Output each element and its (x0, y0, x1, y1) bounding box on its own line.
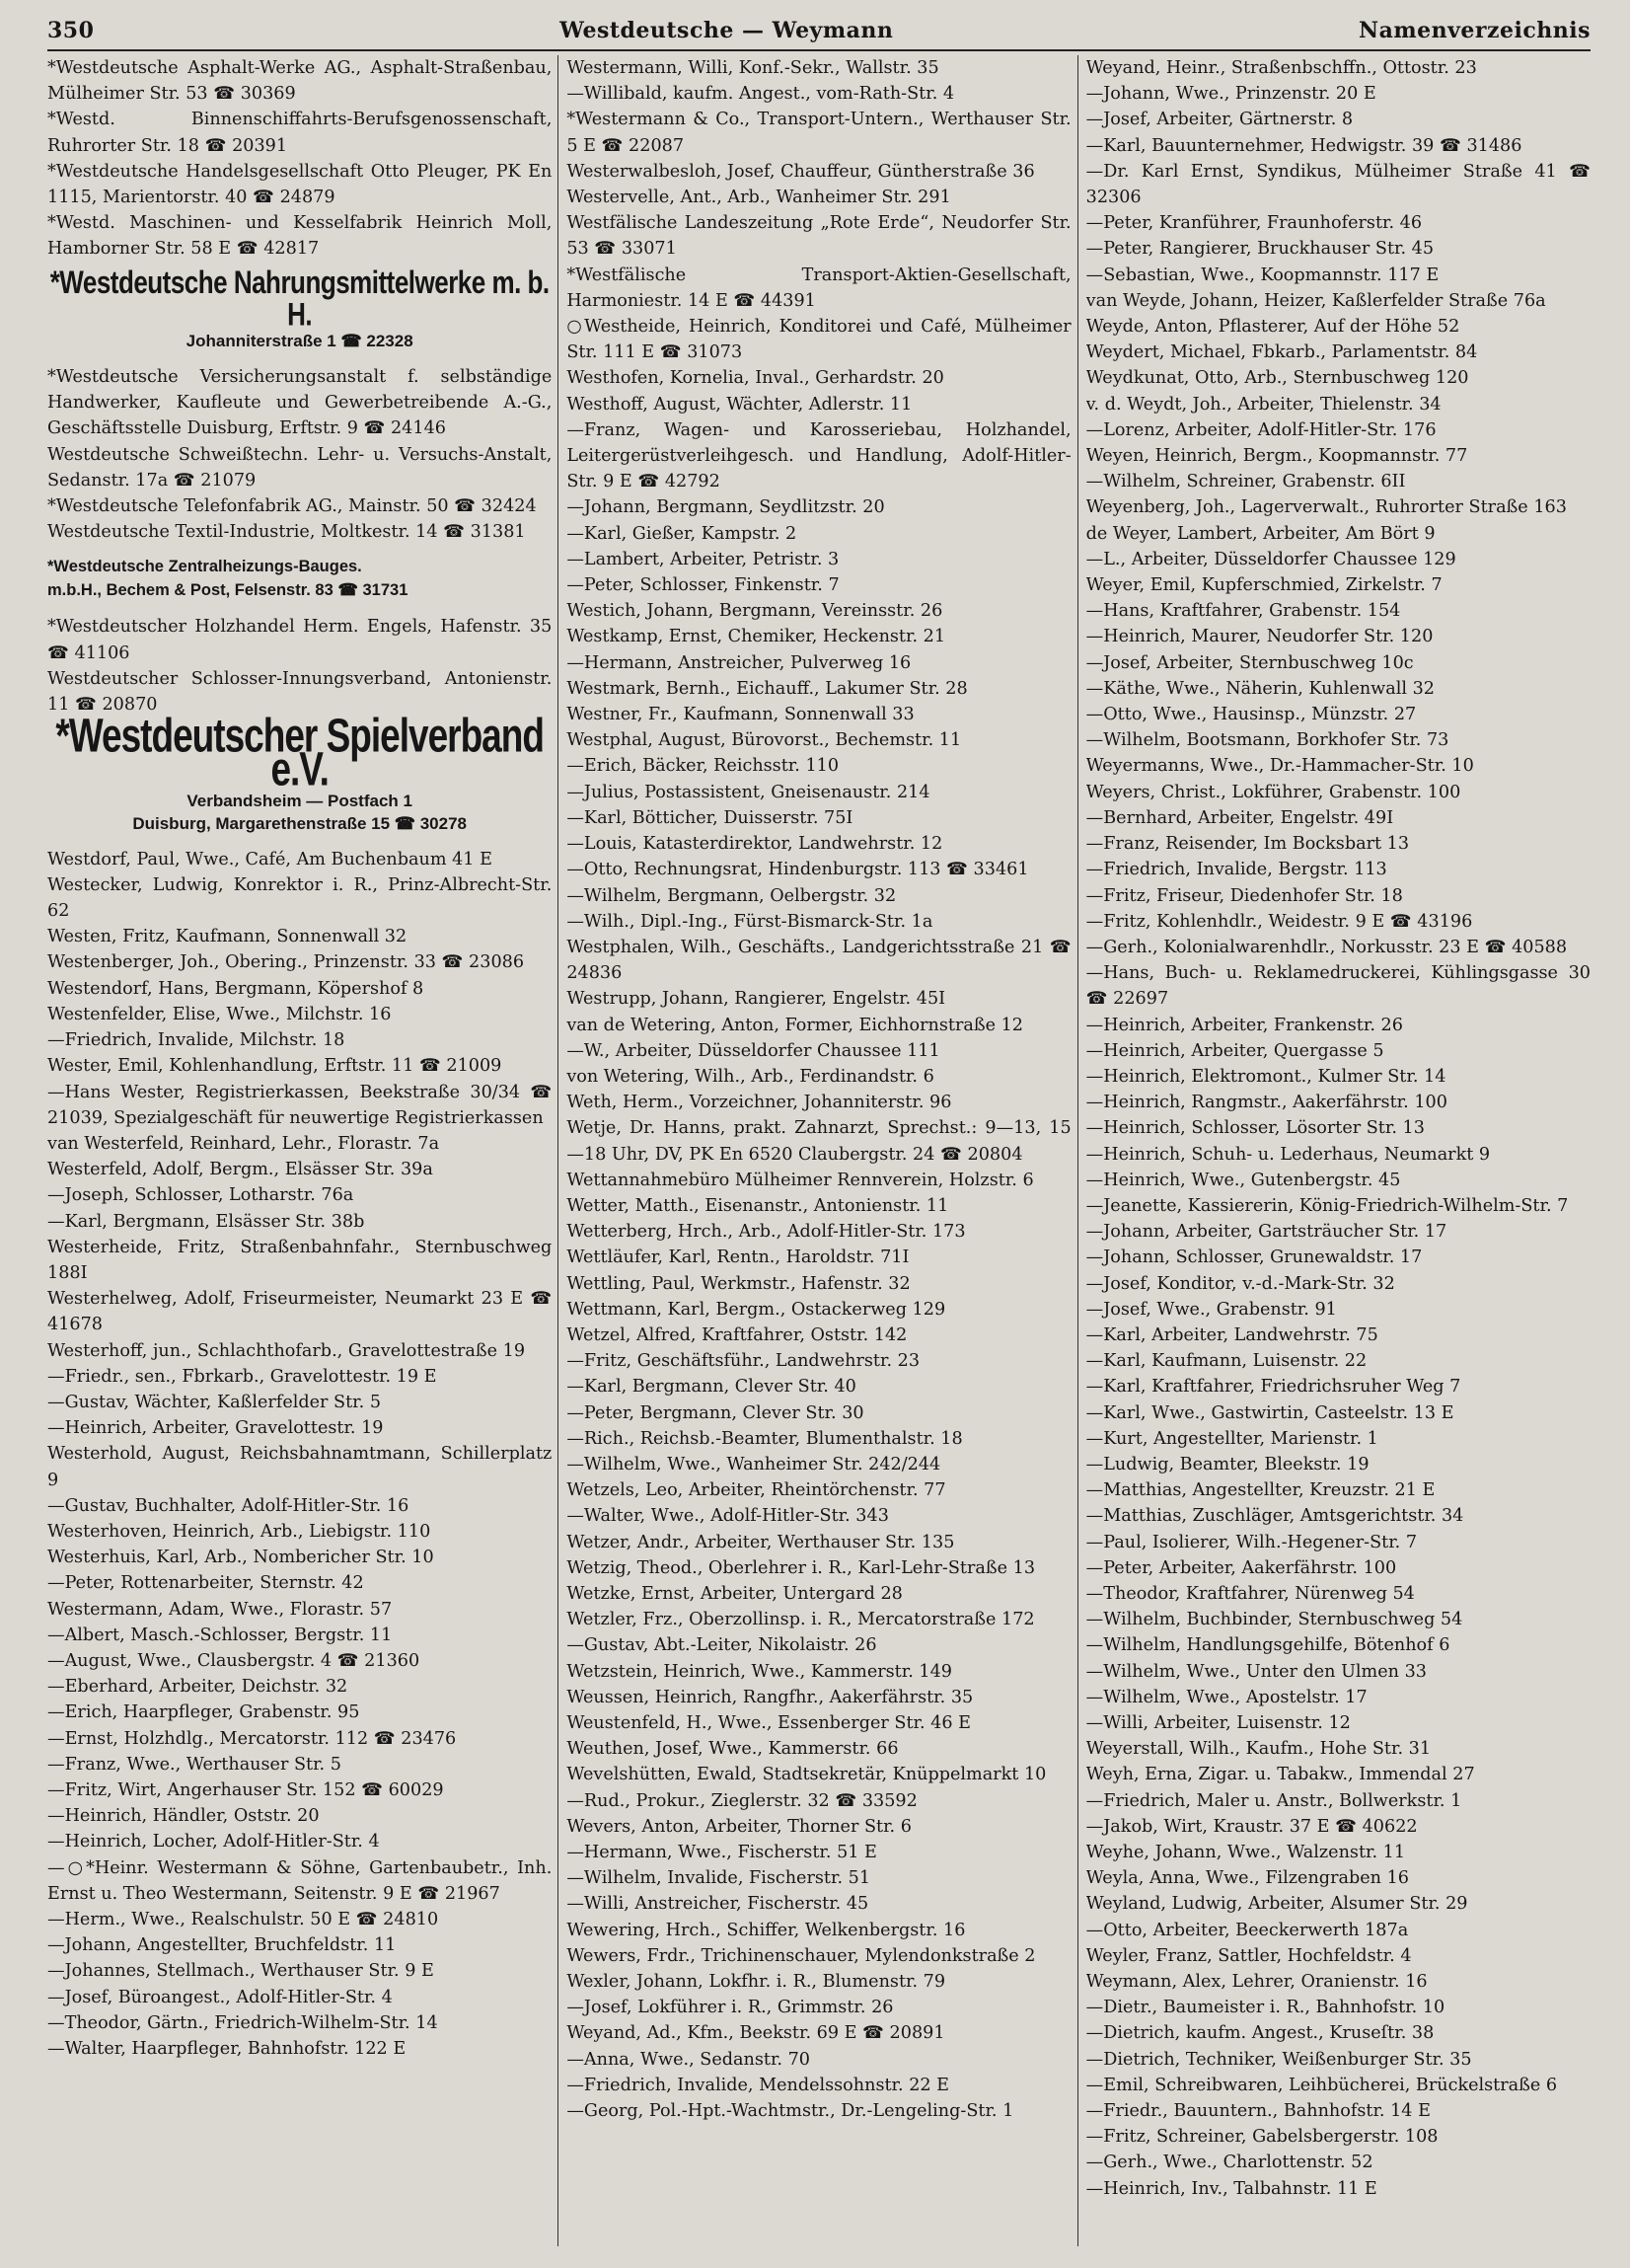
directory-entry: —Heinrich, Elektromont., Kulmer Str. 14 (1085, 1066, 1446, 1087)
directory-entry: —Wilhelm, Invalide, Fischerstr. 51 (566, 1868, 871, 1889)
directory-entry: —Hermann, Anstreicher, Pulverweg 16 (566, 652, 912, 673)
directory-entry: —Peter, Bergmann, Clever Str. 30 (566, 1402, 864, 1423)
directory-entry: Westdeutsche Textil-Industrie, Moltkestr. 14 ☎ 31381 (47, 522, 526, 543)
directory-entry: —Josef, Büroangest., Adolf-Hitler-Str. 4 (47, 1987, 393, 2007)
directory-entry: —Friedrich, Invalide, Milchstr. 18 (47, 1030, 345, 1051)
column-3 (1086, 55, 1591, 2246)
directory-entry: *Westd. Maschinen- und Kesselfabrik Heinrich Moll, Hamborner Str. 58 E ☎ 42817 (47, 213, 553, 260)
directory-entry: —Wilh., Dipl.-Ing., Fürst-Bismarck-Str. 1a (566, 911, 933, 932)
directory-entry: Wester, Emil, Kohlenhandlung, Erftstr. 11 ☎ 21009 (47, 1056, 502, 1077)
directory-entry: —Dietrich, Techniker, Weißenburger Str. 35 (1085, 2049, 1472, 2070)
directory-entry: Wettling, Paul, Werkmstr., Hafenstr. 32 (566, 1273, 911, 1294)
directory-entry: Westich, Johann, Bergmann, Vereinsstr. 26 (566, 601, 943, 622)
directory-entry: Westermann, Willi, Konf.-Sekr., Wallstr. 35 (566, 58, 939, 78)
directory-entry: —Matthias, Zuschläger, Amtsgerichtstr. 34 (1085, 1506, 1464, 1527)
ad-line: m.b.H., Bechem & Post, Felsenstr. 83 ☎ 31731 (47, 581, 408, 600)
directory-entry: —Walter, Haarpfleger, Bahnhofstr. 122 E (47, 2039, 407, 2060)
directory-entry: —Karl, Gießer, Kampstr. 2 (566, 523, 797, 544)
directory-entry: Westen, Fritz, Kaufmann, Sonnenwall 32 (47, 927, 408, 947)
directory-entry: —Peter, Rottenarbeiter, Sternstr. 42 (47, 1573, 364, 1594)
directory-entry: —Franz, Reisender, Im Bocksbart 13 (1085, 834, 1410, 855)
directory-entry: Weymann, Alex, Lehrer, Oranienstr. 16 (1085, 1972, 1428, 1993)
directory-entry: —Paul, Isolierer, Wilh.-Hegener-Str. 7 (1085, 1532, 1418, 1552)
directory-entry: —Johann, Angestellter, Bruchfeldstr. 11 (47, 1935, 397, 1956)
columns (47, 55, 1591, 2246)
directory-entry: Westner, Fr., Kaufmann, Sonnenwall 33 (566, 705, 915, 725)
directory-entry: —Hermann, Wwe., Fischerstr. 51 E (566, 1843, 877, 1863)
directory-entry: —Wilhelm, Bergmann, Oelbergstr. 32 (566, 885, 897, 906)
directory-entry: Westendorf, Hans, Bergmann, Köpershof 8 (47, 978, 424, 999)
directory-entry: Wetzler, Frz., Oberzollinsp. i. R., Mercatorstraße 172 (566, 1610, 1035, 1630)
directory-entry: —Wilhelm, Wwe., Unter den Ulmen 33 (1085, 1661, 1427, 1682)
ad-line: Duisburg, Margarethenstraße 15 ☎ 30278 (132, 813, 467, 833)
directory-entry: —Theodor, Kraftfahrer, Nürenweg 54 (1085, 1583, 1415, 1604)
directory-entry: Westerhuis, Karl, Arb., Nombericher Str. 10 (47, 1548, 434, 1568)
advertisement-a3 (47, 710, 552, 834)
directory-entry: —Heinrich, Arbeiter, Frankenstr. 26 (1085, 1015, 1403, 1035)
directory-entry: —Fritz, Friseur, Diedenhofer Str. 18 (1085, 885, 1403, 906)
directory-entry: *Westdeutsche Versicherungsanstalt f. selbständige Handwerker, Kaufleute und Gewerbetreibende A.-G., Geschäftsstelle Duisburg, Erftstr. 9 ☎ 24146 (47, 367, 553, 439)
directory-entry: Wetzel, Alfred, Kraftfahrer, Oststr. 142 (566, 1324, 908, 1345)
directory-entry: —Dietr., Baumeister i. R., Bahnhofstr. 10 (1085, 1998, 1445, 2018)
directory-entry: —L., Arbeiter, Düsseldorfer Chaussee 129 (1085, 549, 1456, 569)
directory-entry: —Emil, Schreibwaren, Leihbücherei, Brückelstraße 6 (1085, 2075, 1558, 2095)
directory-entry: Westerhoven, Heinrich, Arb., Liebigstr. 110 (47, 1521, 431, 1542)
advertisement-a2 (47, 555, 552, 602)
directory-entry: Weyers, Christ., Lokführer, Grabenstr. 100 (1085, 782, 1461, 802)
directory-entry: —Bernhard, Arbeiter, Engelstr. 49I (1085, 807, 1394, 828)
directory-entry: de Weyer, Lambert, Arbeiter, Am Bört 9 (1085, 523, 1436, 544)
directory-entry: —Joseph, Schlosser, Lotharstr. 76a (47, 1185, 354, 1206)
directory-entry: —Gustav, Abt.-Leiter, Nikolaistr. 26 (566, 1635, 877, 1656)
directory-entry: —Johann, Schlosser, Grunewaldstr. 17 (1085, 1247, 1423, 1268)
directory-entry: Westerfeld, Adolf, Bergm., Elsässer Str. 39a (47, 1160, 433, 1180)
directory-entry: —Erich, Haarpfleger, Grabenstr. 95 (47, 1702, 360, 1723)
directory-entry: Westrupp, Johann, Rangierer, Engelstr. 45I (566, 989, 946, 1010)
directory-entry: —Heinrich, Schuh- u. Lederhaus, Neumarkt 9 (1085, 1144, 1491, 1165)
directory-entry: —Wilhelm, Handlungsgehilfe, Bötenhof 6 (1085, 1635, 1450, 1656)
directory-entry: Wetje, Dr. Hanns, prakt. Zahnarzt, Sprechst.: 9—13, 15—18 Uhr, DV, PK En 6520 Claubergstr. 24 ☎ 20804 (566, 1118, 1072, 1165)
directory-entry: —Heinrich, Arbeiter, Gravelottestr. 19 (47, 1418, 384, 1439)
directory-entry: —Lambert, Arbeiter, Petristr. 3 (566, 549, 840, 569)
directory-entry: —Josef, Arbeiter, Gärtnerstr. 8 (1085, 110, 1354, 130)
directory-entry: Wevers, Anton, Arbeiter, Thorner Str. 6 (566, 1816, 912, 1837)
directory-entry: *Westdeutsche Telefonfabrik AG., Mainstr. 50 ☎ 32424 (47, 496, 537, 517)
directory-entry: —Matthias, Angestellter, Kreuzstr. 21 E (1085, 1480, 1436, 1501)
directory-entry: —Albert, Masch.-Schlosser, Bergstr. 11 (47, 1625, 393, 1645)
directory-entry: —Ludwig, Beamter, Bleekstr. 19 (1085, 1454, 1370, 1474)
page-header (47, 14, 1591, 43)
directory-entry: Westerhold, August, Reichsbahnamtmann, Schillerplatz 9 (47, 1444, 553, 1490)
directory-entry: —Friedrich, Maler u. Anstr., Bollwerkstr. 1 (1085, 1790, 1462, 1811)
directory-entry: —Karl, Wwe., Gastwirtin, Casteelstr. 13 E (1085, 1402, 1454, 1423)
directory-entry: v. d. Weydt, Joh., Arbeiter, Thielenstr. 34 (1085, 394, 1442, 415)
directory-entry: Weyde, Anton, Pflasterer, Auf der Höhe 52 (1085, 317, 1460, 338)
directory-entry: —Dietrich, kaufm. Angest., Kruseſtr. 38 (1085, 2023, 1435, 2044)
directory-entry: —Johannes, Stellmach., Werthauser Str. 9 E (47, 1961, 434, 1982)
directory-entry: —Fritz, Wirt, Angerhauser Str. 152 ☎ 60029 (47, 1779, 444, 1800)
directory-entry: —Johann, Bergmann, Seydlitzstr. 20 (566, 497, 885, 518)
directory-entry: —Rich., Reichsb.-Beamter, Blumenthalstr. 18 (566, 1428, 963, 1449)
directory-entry: Wexler, Johann, Lokfhr. i. R., Blumenstr. 79 (566, 1972, 946, 1993)
directory-entry: —Karl, Kaufmann, Luisenstr. 22 (1085, 1351, 1368, 1372)
directory-entry: Wetzig, Theod., Oberlehrer i. R., Karl-Lehr-Straße 13 (566, 1557, 1036, 1578)
directory-entry: —Willibald, kaufm. Angest., vom-Rath-Str. 4 (566, 84, 955, 105)
directory-entry: Westenfelder, Elise, Wwe., Milchstr. 16 (47, 1004, 392, 1024)
directory-entry: Westerwalbesloh, Josef, Chauffeur, Güntherstraße 36 (566, 161, 1035, 182)
directory-entry: —Friedr., Bauuntern., Bahnhofstr. 14 E (1085, 2101, 1431, 2122)
directory-entry: Westphal, August, Bürovorst., Bechemstr. 11 (566, 730, 962, 751)
directory-entry: —Rud., Prokur., Zieglerstr. 32 ☎ 33592 (566, 1790, 918, 1811)
directory-entry: —Johann, Arbeiter, Gartsträucher Str. 17 (1085, 1222, 1447, 1243)
directory-entry: —Wilhelm, Schreiner, Grabenstr. 6II (1085, 472, 1406, 492)
directory-entry: —Karl, Kraftfahrer, Friedrichsruher Weg 7 (1085, 1377, 1461, 1398)
directory-entry: Wetzstein, Heinrich, Wwe., Kammerstr. 149 (566, 1661, 952, 1682)
directory-entry: Westhofen, Kornelia, Inval., Gerhardstr. 20 (566, 368, 944, 389)
directory-entry: Weuthen, Josef, Wwe., Kammerstr. 66 (566, 1739, 899, 1760)
column-2 (566, 55, 1077, 2246)
directory-entry: *Westermann & Co., Transport-Untern., Werthauser Str. 5 E ☎ 22087 (566, 110, 1072, 156)
directory-entry: —Otto, Wwe., Hausinsp., Münzstr. 27 (1085, 705, 1417, 725)
directory-entry: —Heinrich, Rangmstr., Aakerfährstr. 100 (1085, 1093, 1447, 1113)
directory-entry: —Peter, Arbeiter, Aakerfährstr. 100 (1085, 1557, 1397, 1578)
directory-entry: —Gerh., Wwe., Charlottenstr. 52 (1085, 2153, 1373, 2173)
directory-entry: —Heinrich, Wwe., Gutenbergstr. 45 (1085, 1170, 1401, 1190)
directory-entry: Weydkunat, Otto, Arb., Sternbuschweg 120 (1085, 368, 1469, 389)
directory-entry: —Käthe, Wwe., Näherin, Kuhlenwall 32 (1085, 678, 1435, 699)
directory-entry: —August, Wwe., Clausbergstr. 4 ☎ 21360 (47, 1650, 420, 1671)
directory-entry: —Hans, Kraftfahrer, Grabenstr. 154 (1085, 601, 1401, 622)
directory-entry: —Franz, Wwe., Werthauser Str. 5 (47, 1754, 341, 1775)
directory-entry: —Dr. Karl Ernst, Syndikus, Mülheimer Straße 41 ☎ 32306 (1085, 161, 1591, 208)
directory-entry: —Peter, Schlosser, Finkenstr. 7 (566, 575, 840, 596)
directory-entry: Wetzels, Leo, Arbeiter, Rheintörchenstr. 77 (566, 1480, 946, 1501)
directory-entry: Westenberger, Joh., Obering., Prinzenstr. 33 ☎ 23086 (47, 952, 525, 973)
directory-entry: —Lorenz, Arbeiter, Adolf-Hitler-Str. 176 (1085, 419, 1437, 440)
directory-entry: van de Wetering, Anton, Former, Eichhornstraße 12 (566, 1015, 1023, 1035)
directory-entry: Wettmann, Karl, Bergm., Ostackerweg 129 (566, 1299, 946, 1320)
directory-entry: Westerhelweg, Adolf, Friseurmeister, Neumarkt 23 E ☎ 41678 (47, 1289, 553, 1335)
directory-entry: Wevelshütten, Ewald, Stadtsekretär, Knüppelmarkt 10 (566, 1765, 1047, 1785)
directory-entry: Westfälische Landeszeitung „Rote Erde“, Neudorfer Str. 53 ☎ 33071 (566, 213, 1072, 260)
directory-entry: —Sebastian, Wwe., Koopmannstr. 117 E (1085, 265, 1440, 285)
directory-entry: —Hans Wester, Registrierkassen, Beekstraße 30/34 ☎ 21039, Spezialgeschäft für neuwertige Registrierkassen (47, 1082, 553, 1128)
directory-entry: Weyand, Ad., Kfm., Beekstr. 69 E ☎ 20891 (566, 2023, 945, 2044)
directory-entry: Westdeutscher Schlosser-Innungsverband, Antonienstr. 11 ☎ 20870 (47, 668, 553, 716)
directory-entry: —Franz, Wagen- und Karosseriebau, Holzhandel, Leitergerüstverleihgesch. und Handlung, Adolf-Hitler-Str. 9 E ☎ 42792 (566, 419, 1072, 492)
directory-entry: —W., Arbeiter, Düsseldorfer Chaussee 111 (566, 1040, 940, 1061)
directory-entry: —Karl, Bötticher, Duisserstr. 75I (566, 807, 853, 828)
directory-entry: —Anna, Wwe., Sedanstr. 70 (566, 2049, 810, 2070)
directory-entry: —Fritz, Kohlenhdlr., Weidestr. 9 E ☎ 43196 (1085, 911, 1473, 932)
directory-entry: —Josef, Lokführer i. R., Grimmstr. 26 (566, 1998, 894, 2018)
directory-entry: Weyand, Heinr., Straßenbschffn., Ottostr. 23 (1085, 58, 1477, 78)
directory-entry: —Walter, Wwe., Adolf-Hitler-Str. 343 (566, 1506, 889, 1527)
directory-entry: Weth, Herm., Vorzeichner, Johanniterstr. 96 (566, 1093, 952, 1113)
advertisement-a1 (47, 263, 552, 352)
directory-entry: Weyhe, Johann, Wwe., Walzenstr. 11 (1085, 1843, 1406, 1863)
directory-entry: Westerheide, Fritz, Straßenbahnfahr., Sternbuschweg 188I (47, 1237, 553, 1283)
directory-entry: Weyla, Anna, Wwe., Filzengraben 16 (1085, 1868, 1409, 1889)
directory-entry: —Jeanette, Kassiererin, König-Friedrich-Wilhelm-Str. 7 (1085, 1195, 1569, 1216)
directory-entry: —Gustav, Wächter, Kaßlerfelder Str. 5 (47, 1392, 382, 1412)
directory-entry: Wettläufer, Karl, Rentn., Haroldstr. 71I (566, 1247, 910, 1268)
directory-entry: Wetzke, Ernst, Arbeiter, Untergard 28 (566, 1583, 903, 1604)
directory-entry: —Gustav, Buchhalter, Adolf-Hitler-Str. 16 (47, 1495, 409, 1516)
directory-entry: Weyenberg, Joh., Lagerverwalt., Ruhrorter Straße 163 (1085, 497, 1567, 518)
directory-entry: —Josef, Konditor, v.-d.-Mark-Str. 32 (1085, 1273, 1395, 1294)
directory-entry: —Johann, Wwe., Prinzenstr. 20 E (1085, 84, 1376, 105)
directory-entry: —Willi, Arbeiter, Luisenstr. 12 (1085, 1713, 1351, 1733)
directory-entry: —Georg, Pol.-Hpt.-Wachtmstr., Dr.-Lengeling-Str. 1 (566, 2101, 1014, 2122)
directory-entry: —Louis, Katasterdirektor, Landwehrstr. 12 (566, 834, 943, 855)
header-rule (47, 49, 1591, 51)
directory-entry: Westhoff, August, Wächter, Adlerstr. 11 (566, 394, 913, 415)
directory-entry: —Karl, Bergmann, Clever Str. 40 (566, 1377, 856, 1398)
directory-entry: Wetterberg, Hrch., Arb., Adolf-Hitler-Str. 173 (566, 1222, 966, 1243)
directory-entry: —Eberhard, Arbeiter, Deichstr. 32 (47, 1677, 348, 1698)
section-title: Namenverzeichnis (1359, 18, 1591, 43)
directory-entry: —Friedrich, Invalide, Mendelssohnstr. 22 E (566, 2075, 950, 2095)
directory-entry: von Wetering, Wilh., Arb., Ferdinandstr. 6 (566, 1066, 934, 1087)
directory-entry: van Westerfeld, Reinhard, Lehr., Florastr. 7a (47, 1133, 440, 1154)
directory-entry: —Josef, Wwe., Grabenstr. 91 (1085, 1299, 1337, 1320)
ad-line: *Westdeutsche Zentralheizungs-Bauges. (47, 558, 362, 576)
directory-entry: —Peter, Kranführer, Fraunhoferstr. 46 (1085, 213, 1423, 234)
directory-entry: Westkamp, Ernst, Chemiker, Heckenstr. 21 (566, 627, 946, 647)
directory-entry: Weyermanns, Wwe., Dr.-Hammacher-Str. 10 (1085, 756, 1474, 777)
directory-entry: —Peter, Rangierer, Bruckhauser Str. 45 (1085, 239, 1435, 260)
directory-entry: —Heinrich, Händler, Oststr. 20 (47, 1806, 320, 1827)
directory-entry: *Westdeutscher Holzhandel Herm. Engels, Hafenstr. 35 ☎ 41106 (47, 617, 553, 663)
directory-entry: —Otto, Arbeiter, Beeckerwerth 187a (1085, 1920, 1409, 1940)
directory-entry: —Josef, Arbeiter, Sternbuschweg 10c (1085, 652, 1414, 673)
directory-entry: Wettannahmebüro Mülheimer Rennverein, Holzstr. 6 (566, 1170, 1034, 1190)
page-number: 350 (47, 18, 95, 43)
directory-entry: Westdorf, Paul, Wwe., Café, Am Buchenbaum 41 E (47, 849, 492, 869)
directory-entry: *Westd. Binnenschiffahrts-Berufsgenossenschaft, Ruhrorter Str. 18 ☎ 20391 (47, 110, 553, 156)
directory-entry: —Herm., Wwe., Realschulstr. 50 E ☎ 24810 (47, 1910, 439, 1929)
directory-entry: —Heinrich, Maurer, Neudorfer Str. 120 (1085, 627, 1434, 647)
directory-entry: Westermann, Adam, Wwe., Florastr. 57 (47, 1599, 393, 1620)
directory-entry: —Fritz, Schreiner, Gabelsbergerstr. 108 (1085, 2127, 1439, 2148)
directory-entry: Westervelle, Ant., Arb., Wanheimer Str. 291 (566, 188, 951, 208)
directory-entry: —Wilhelm, Bootsmann, Borkhofer Str. 73 (1085, 730, 1449, 751)
directory-entry: —Heinrich, Arbeiter, Quergasse 5 (1085, 1040, 1384, 1061)
directory-entry: ○Westheide, Heinrich, Konditorei und Café, Mülheimer Str. 111 E ☎ 31073 (566, 317, 1072, 363)
directory-entry: —Friedrich, Invalide, Bergstr. 113 (1085, 860, 1387, 880)
directory-entry: *Westdeutsche Handelsgesellschaft Otto Pleuger, PK En 1115, Marientorstr. 40 ☎ 24879 (47, 161, 553, 208)
ad-line: Verbandsheim — Postfach 1 (186, 791, 412, 810)
directory-entry: —○*Heinr. Westermann & Söhne, Gartenbaubetr., Inh. Ernst u. Theo Westermann, Seitenstr. 9 E ☎ 21967 (47, 1857, 553, 1904)
directory-entry: Wewers, Frdr., Trichinenschauer, Mylendonkstraße 2 (566, 1945, 1036, 1966)
directory-entry: —Julius, Postassistent, Gneisenaustr. 214 (566, 782, 930, 802)
directory-entry: —Wilhelm, Wwe., Apostelstr. 17 (1085, 1687, 1368, 1707)
directory-entry: —Willi, Anstreicher, Fischerstr. 45 (566, 1894, 869, 1915)
directory-entry: Weyland, Ludwig, Arbeiter, Alsumer Str. 29 (1085, 1894, 1468, 1915)
directory-entry: Westphalen, Wilh., Geschäfts., Landgerichtsstraße 21 ☎ 24836 (566, 937, 1072, 984)
directory-entry: Weyh, Erna, Zigar. u. Tabakw., Immendal 27 (1085, 1765, 1475, 1785)
directory-entry: —Gerh., Kolonialwarenhdlr., Norkusstr. 23 E ☎ 40588 (1085, 937, 1568, 957)
column-1 (47, 55, 558, 2246)
directory-entry: Westdeutsche Schweißtechn. Lehr- u. Versuchs-Anstalt, Sedanstr. 17a ☎ 21079 (47, 444, 553, 491)
directory-entry: *Westfälische Transport-Aktien-Gesellschaft, Harmoniestr. 14 E ☎ 44391 (566, 265, 1072, 311)
directory-entry: Wetter, Matth., Eisenanstr., Antonienstr. 11 (566, 1195, 949, 1216)
directory-entry: *Westdeutsche Asphalt-Werke AG., Asphalt-Straßenbau, Mülheimer Str. 53 ☎ 30369 (47, 58, 553, 105)
directory-entry: Weussen, Heinrich, Rangfhr., Aakerfährstr. 35 (566, 1687, 974, 1707)
directory-entry: —Otto, Rechnungsrat, Hindenburgstr. 113 ☎ 33461 (566, 860, 1029, 880)
directory-entry: Westerhoff, jun., Schlachthofarb., Gravelottestraße 19 (47, 1340, 526, 1361)
directory-entry: —Erich, Bäcker, Reichsstr. 110 (566, 756, 840, 777)
directory-entry: —Kurt, Angestellter, Marienstr. 1 (1085, 1428, 1378, 1449)
directory-entry: —Fritz, Geschäftsführ., Landwehrstr. 23 (566, 1351, 921, 1372)
directory-entry: —Theodor, Gärtn., Friedrich-Wilhelm-Str. 14 (47, 2012, 438, 2033)
directory-entry: Westmark, Bernh., Eichauff., Lakumer Str. 28 (566, 678, 968, 699)
directory-entry: Weyer, Emil, Kupferschmied, Zirkelstr. 7 (1085, 575, 1443, 596)
directory-entry: —Karl, Bauunternehmer, Hedwigstr. 39 ☎ 31486 (1085, 135, 1522, 156)
directory-entry: Westecker, Ludwig, Konrektor i. R., Prinz-Albrecht-Str. 62 (47, 874, 553, 922)
directory-entry: Weyerstall, Wilh., Kaufm., Hohe Str. 31 (1085, 1739, 1432, 1760)
ad-line: Johanniterstraße 1 ☎ 22328 (185, 332, 413, 351)
directory-entry: Weyler, Franz, Sattler, Hochfeldstr. 4 (1085, 1945, 1412, 1966)
directory-entry: Weyen, Heinrich, Bergm., Koopmannstr. 77 (1085, 446, 1468, 467)
ad-line: *Westdeutsche Nahrungsmittelwerke m. b. H. (49, 263, 550, 333)
directory-entry: —Karl, Arbeiter, Landwehrstr. 75 (1085, 1324, 1378, 1345)
directory-entry: —Wilhelm, Wwe., Wanheimer Str. 242/244 (566, 1454, 941, 1474)
directory-entry: Weydert, Michael, Fbkarb., Parlamentstr. 84 (1085, 342, 1478, 363)
directory-entry: —Heinrich, Schlosser, Lösorter Str. 13 (1085, 1118, 1425, 1139)
directory-entry: van Weyde, Johann, Heizer, Kaßlerfelder Straße 76a (1085, 290, 1546, 311)
directory-entry: —Ernst, Holzhdlg., Mercatorstr. 112 ☎ 23476 (47, 1728, 457, 1749)
page-title: Westdeutsche — Weymann (559, 18, 894, 43)
directory-entry: —Heinrich, Locher, Adolf-Hitler-Str. 4 (47, 1832, 380, 1852)
directory-entry: Weustenfeld, H., Wwe., Essenberger Str. 46 E (566, 1713, 972, 1733)
directory-entry: —Heinrich, Inv., Talbahnstr. 11 E (1085, 2178, 1377, 2199)
directory-entry: —Hans, Buch- u. Reklamedruckerei, Kühlingsgasse 30 ☎ 22697 (1085, 963, 1591, 1010)
directory-entry: —Jakob, Wirt, Kraustr. 37 E ☎ 40622 (1085, 1816, 1418, 1837)
directory-entry: —Friedr., sen., Fbrkarb., Gravelottestr. 19 E (47, 1366, 437, 1387)
ad-line: *Westdeutscher Spielverband e.V. (55, 710, 544, 796)
directory-entry: —Wilhelm, Buchbinder, Sternbuschweg 54 (1085, 1610, 1463, 1630)
directory-entry: Wewering, Hrch., Schiffer, Welkenbergstr. 16 (566, 1920, 966, 1940)
directory-entry: —Karl, Bergmann, Elsässer Str. 38b (47, 1211, 365, 1232)
directory-entry: Wetzer, Andr., Arbeiter, Werthauser Str. 135 (566, 1532, 955, 1552)
